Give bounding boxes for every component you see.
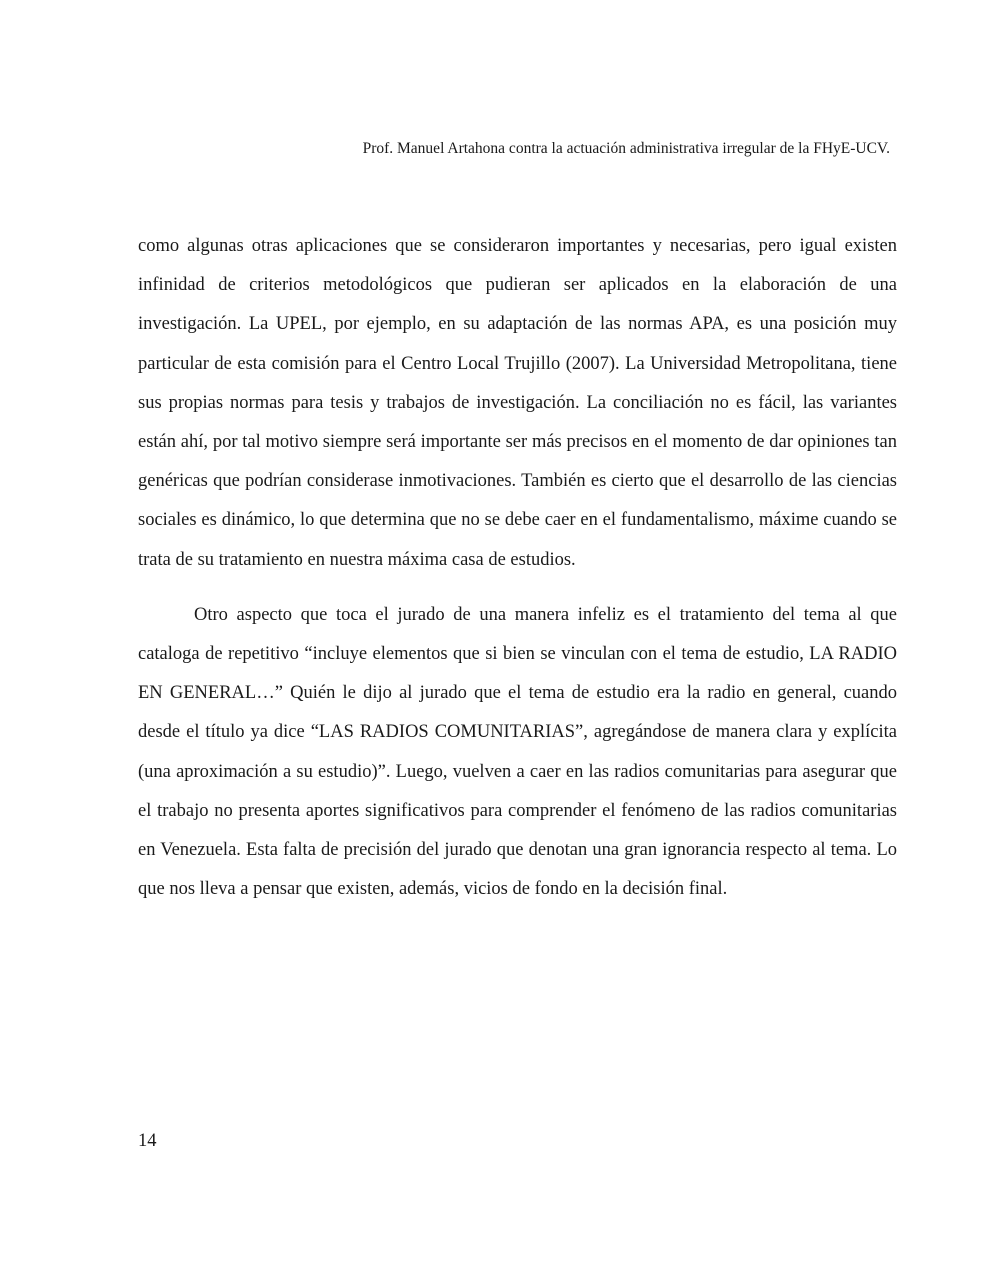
paragraph-continued: como algunas otras aplicaciones que se consideraron importantes y necesarias, pero igual existen infinidad de criterios metodológicos que pudieran ser aplicados en la elaboración de una investigación. La UPEL, por ejemplo, en su adaptación de las normas APA, es una posición muy particular de esta comisión para el Centro Local Trujillo (2007). La Universidad Metropolitana, tiene sus propias normas para tesis y trabajos de investigación. La conciliación no es fácil, las variantes están ahí, por tal motivo siempre será importante ser más precisos en el momento de dar opiniones tan genéricas que podrían considerase inmotivaciones. También es cierto que el desarrollo de las ciencias sociales es dinámico, lo que determina que no se debe caer en el fundamentalismo, máxime cuando se trata de su tratamiento en nuestra máxima casa de estudios. [138, 236, 897, 570]
page-number: 14 [138, 1131, 157, 1151]
running-header: Prof. Manuel Artahona contra la actuación administrativa irregular de la FHyE-UCV. [362, 140, 890, 157]
document-body [138, 227, 897, 909]
paragraph-indented: Otro aspecto que toca el jurado de una manera infeliz es el tratamiento del tema al que cataloga de repetitivo “incluye elementos que si bien se vinculan con el tema de estudio, LA RADIO EN GENERAL…” Quién le dijo al jurado que el tema de estudio era la radio en general, cuando desde el título ya dice “LAS RADIOS COMUNITARIAS”, agregándose de manera clara y explícita (una aproximación a su estudio)”. Luego, vuelven a caer en las radios comunitarias para asegurar que el trabajo no presenta aportes significativos para comprender el fenómeno de las radios comunitarias en Venezuela. Esta falta de precisión del jurado que denotan una gran ignorancia respecto al tema. Lo que nos lleva a pensar que existen, además, vicios de fondo en la decisión final. [138, 604, 897, 900]
